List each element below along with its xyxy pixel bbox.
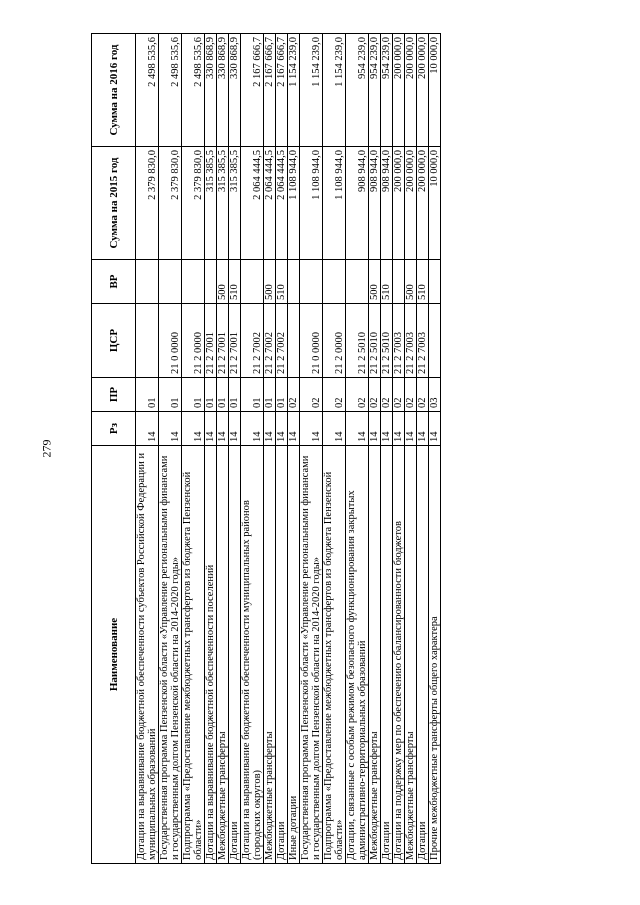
cell-rz: 14	[205, 412, 217, 446]
cell-csr: 21 2 7001	[229, 304, 241, 378]
cell-csr: 21 0 0000	[300, 304, 323, 378]
header-sum-2016: Сумма на 2016 год	[92, 34, 136, 147]
cell-name: Дотации	[417, 446, 429, 864]
cell-name: Дотации на выравнивание бюджетной обеспеченности субъектов Российской Федерации и муниципальных образований	[136, 446, 159, 864]
cell-pr: 02	[300, 378, 323, 412]
table-header-row	[92, 34, 136, 864]
cell-pr: 02	[288, 378, 300, 412]
cell-sum-2015: 2 379 830,0	[159, 147, 182, 260]
cell-sum-2016: 2 167 666,7	[241, 34, 264, 147]
cell-sum-2016: 330 868,9	[205, 34, 217, 147]
header-csr: ЦСР	[92, 304, 136, 378]
cell-csr	[288, 304, 300, 378]
cell-vr: 500	[264, 260, 276, 304]
cell-sum-2016: 954 239,0	[381, 34, 393, 147]
cell-sum-2015: 10 000,0	[429, 147, 441, 260]
cell-vr	[288, 260, 300, 304]
cell-sum-2016: 1 154 239,0	[288, 34, 300, 147]
cell-name: Подпрограмма «Предоставление межбюджетных трансфертов из бюджета Пензенской области»	[182, 446, 205, 864]
cell-csr: 21 2 7001	[205, 304, 217, 378]
cell-rz: 14	[136, 412, 159, 446]
cell-name: Межбюджетные трансферты	[369, 446, 381, 864]
cell-name: Межбюджетные трансферты	[405, 446, 417, 864]
cell-sum-2016: 2 498 535,6	[136, 34, 159, 147]
cell-pr: 02	[417, 378, 429, 412]
table-row	[288, 34, 300, 864]
cell-csr	[429, 304, 441, 378]
cell-sum-2015: 2 064 444,5	[264, 147, 276, 260]
cell-csr: 21 2 0000	[323, 304, 346, 378]
table-row	[241, 34, 264, 864]
header-pr: ПР	[92, 378, 136, 412]
cell-sum-2016: 330 868,9	[217, 34, 229, 147]
cell-csr: 21 2 7002	[241, 304, 264, 378]
table-row	[264, 34, 276, 864]
cell-name: Дотации на выравнивание бюджетной обеспеченности муниципальных районов (городских округов)	[241, 446, 264, 864]
cell-csr: 21 2 7002	[264, 304, 276, 378]
cell-sum-2015: 2 379 830,0	[136, 147, 159, 260]
cell-csr: 21 2 5010	[346, 304, 369, 378]
cell-rz: 14	[429, 412, 441, 446]
cell-vr	[136, 260, 159, 304]
cell-pr: 01	[217, 378, 229, 412]
cell-sum-2015: 1 108 944,0	[288, 147, 300, 260]
table-row	[393, 34, 405, 864]
cell-sum-2015: 1 108 944,0	[323, 147, 346, 260]
cell-sum-2016: 200 000,0	[405, 34, 417, 147]
cell-sum-2016: 200 000,0	[417, 34, 429, 147]
cell-name: Дотации, связанные с особым режимом безопасного функционирования закрытых административно-территориальных образований	[346, 446, 369, 864]
cell-pr: 01	[205, 378, 217, 412]
cell-pr: 02	[405, 378, 417, 412]
cell-vr: 510	[229, 260, 241, 304]
cell-rz: 14	[229, 412, 241, 446]
cell-rz: 14	[264, 412, 276, 446]
cell-vr: 500	[217, 260, 229, 304]
cell-name: Межбюджетные трансферты	[264, 446, 276, 864]
budget-table	[91, 33, 441, 864]
cell-pr: 01	[182, 378, 205, 412]
cell-sum-2016: 1 154 239,0	[323, 34, 346, 147]
table-row	[205, 34, 217, 864]
table-row	[159, 34, 182, 864]
cell-name: Дотации на выравнивание бюджетной обеспеченности поселений	[205, 446, 217, 864]
cell-pr: 03	[429, 378, 441, 412]
cell-rz: 14	[393, 412, 405, 446]
cell-sum-2016: 200 000,0	[393, 34, 405, 147]
page-number: 279	[39, 439, 54, 458]
cell-rz: 14	[381, 412, 393, 446]
cell-pr: 01	[264, 378, 276, 412]
table-row	[429, 34, 441, 864]
cell-vr	[182, 260, 205, 304]
table-row	[346, 34, 369, 864]
cell-csr: 21 2 7003	[393, 304, 405, 378]
rotated-table-container	[91, 34, 523, 864]
cell-pr: 01	[159, 378, 182, 412]
cell-rz: 14	[241, 412, 264, 446]
cell-sum-2016: 1 154 239,0	[300, 34, 323, 147]
table-row	[276, 34, 288, 864]
table-row	[405, 34, 417, 864]
cell-rz: 14	[217, 412, 229, 446]
cell-vr: 510	[276, 260, 288, 304]
cell-csr: 21 2 7003	[417, 304, 429, 378]
cell-sum-2015: 200 000,0	[393, 147, 405, 260]
table-row	[136, 34, 159, 864]
cell-sum-2015: 315 385,5	[229, 147, 241, 260]
cell-sum-2016: 10 000,0	[429, 34, 441, 147]
cell-sum-2015: 908 944,0	[381, 147, 393, 260]
header-sum-2015: Сумма на 2015 год	[92, 147, 136, 260]
cell-name: Дотации	[381, 446, 393, 864]
cell-sum-2015: 315 385,5	[205, 147, 217, 260]
cell-pr: 01	[136, 378, 159, 412]
cell-sum-2016: 954 239,0	[369, 34, 381, 147]
cell-sum-2015: 200 000,0	[417, 147, 429, 260]
cell-vr	[429, 260, 441, 304]
cell-name: Государственная программа Пензенской области «Управление региональными финансами и государственным долгом Пензенской области на 2014-2020 годы»	[159, 446, 182, 864]
cell-csr: 21 2 7002	[276, 304, 288, 378]
cell-vr	[323, 260, 346, 304]
table-row	[182, 34, 205, 864]
cell-sum-2016: 2 167 666,7	[276, 34, 288, 147]
cell-csr: 21 2 7001	[217, 304, 229, 378]
cell-pr: 01	[276, 378, 288, 412]
cell-vr: 500	[369, 260, 381, 304]
cell-sum-2016: 2 167 666,7	[264, 34, 276, 147]
cell-sum-2015: 908 944,0	[346, 147, 369, 260]
header-rz: Рз	[92, 412, 136, 446]
cell-sum-2015: 908 944,0	[369, 147, 381, 260]
cell-pr: 01	[241, 378, 264, 412]
cell-vr	[346, 260, 369, 304]
cell-sum-2015: 200 000,0	[405, 147, 417, 260]
cell-vr	[159, 260, 182, 304]
cell-rz: 14	[182, 412, 205, 446]
cell-sum-2015: 2 064 444,5	[241, 147, 264, 260]
cell-rz: 14	[300, 412, 323, 446]
cell-pr: 02	[346, 378, 369, 412]
cell-name: Подпрограмма «Предоставление межбюджетных трансфертов из бюджета Пензенской области»	[323, 446, 346, 864]
cell-name: Государственная программа Пензенской области «Управление региональными финансами и государственным долгом Пензенской области на 2014-2020 годы»	[300, 446, 323, 864]
cell-name: Дотации	[276, 446, 288, 864]
cell-vr	[393, 260, 405, 304]
table-row	[369, 34, 381, 864]
cell-rz: 14	[323, 412, 346, 446]
cell-csr: 21 2 5010	[381, 304, 393, 378]
cell-vr: 500	[405, 260, 417, 304]
cell-csr: 21 2 0000	[182, 304, 205, 378]
table-row	[300, 34, 323, 864]
cell-rz: 14	[346, 412, 369, 446]
cell-sum-2015: 315 385,5	[217, 147, 229, 260]
cell-csr	[136, 304, 159, 378]
table-row	[217, 34, 229, 864]
cell-rz: 14	[276, 412, 288, 446]
cell-sum-2016: 2 498 535,6	[182, 34, 205, 147]
cell-sum-2015: 2 379 830,0	[182, 147, 205, 260]
cell-vr	[300, 260, 323, 304]
cell-csr: 21 2 5010	[369, 304, 381, 378]
cell-rz: 14	[405, 412, 417, 446]
cell-sum-2016: 330 868,9	[229, 34, 241, 147]
table-row	[229, 34, 241, 864]
cell-csr: 21 0 0000	[159, 304, 182, 378]
cell-name: Межбюджетные трансферты	[217, 446, 229, 864]
cell-sum-2016: 2 498 535,6	[159, 34, 182, 147]
cell-rz: 14	[369, 412, 381, 446]
cell-pr: 02	[369, 378, 381, 412]
cell-vr: 510	[417, 260, 429, 304]
cell-vr	[241, 260, 264, 304]
cell-vr: 510	[381, 260, 393, 304]
cell-rz: 14	[417, 412, 429, 446]
cell-pr: 02	[393, 378, 405, 412]
table-row	[417, 34, 429, 864]
header-vr: ВР	[92, 260, 136, 304]
cell-csr: 21 2 7003	[405, 304, 417, 378]
table-row	[381, 34, 393, 864]
table-row	[323, 34, 346, 864]
cell-name: Прочие межбюджетные трансферты общего характера	[429, 446, 441, 864]
cell-pr: 01	[229, 378, 241, 412]
cell-pr: 02	[323, 378, 346, 412]
cell-name: Дотации на поддержку мер по обеспечению сбалансированности бюджетов	[393, 446, 405, 864]
cell-pr: 02	[381, 378, 393, 412]
header-name: Наименование	[92, 446, 136, 864]
cell-sum-2016: 954 239,0	[346, 34, 369, 147]
cell-vr	[205, 260, 217, 304]
cell-rz: 14	[159, 412, 182, 446]
cell-rz: 14	[288, 412, 300, 446]
cell-name: Дотации	[229, 446, 241, 864]
cell-name: Иные дотации	[288, 446, 300, 864]
cell-sum-2015: 1 108 944,0	[300, 147, 323, 260]
cell-sum-2015: 2 064 444,5	[276, 147, 288, 260]
